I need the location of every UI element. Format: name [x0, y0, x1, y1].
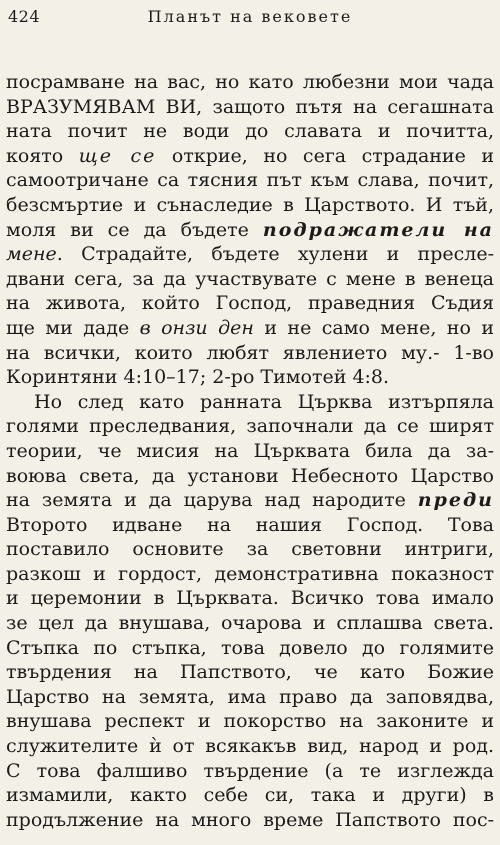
text-run: моля ви се да бъдете: [6, 218, 263, 241]
text-line: безсмъртие и сънаследие в Царството. И тъй,: [6, 193, 494, 216]
text-line: [6, 144, 494, 169]
text-line: ВРАЗУМЯВАМ ВИ, защото пътя на сегашната: [6, 95, 494, 118]
text-line: на всички, които любят явлението му.- 1-во: [6, 341, 494, 364]
text-line: Но след като ранната Църква изтърпяла: [34, 390, 494, 413]
emphasis-text: подражатели на: [262, 218, 494, 241]
text-line: двани сега, за да участвувате с мене в венеца: [6, 267, 494, 290]
text-run: ще ми даде: [6, 316, 140, 339]
text-line: воюва света, да установи Небесното Царство: [6, 464, 494, 487]
emphasis-text: ще се: [78, 144, 157, 167]
text-line: зе цел да внушава, очарова и сплашва света.: [6, 612, 494, 635]
text-line: [6, 488, 494, 513]
page-header: [8, 6, 492, 28]
text-run: и не само мене, но и: [253, 316, 494, 339]
text-line: ната почит не води до славата и почитта,: [6, 120, 494, 143]
text-line: [6, 316, 494, 341]
text-line: продължение на много време Папството пос-: [6, 808, 494, 831]
running-title: Планът на вековете: [147, 7, 353, 26]
emphasis-text: преди: [417, 489, 494, 512]
text-line: измамили, както себе си, така и други) в: [6, 784, 494, 807]
text-line: поставило основите за световни интриги,: [6, 538, 494, 561]
text-line: самоотричане са тясния път към слава, почит,: [6, 169, 494, 192]
text-line: Второто идване на нашия Господ. Това: [6, 513, 494, 536]
text-run: открие, но сега страдание и: [156, 144, 494, 167]
text-line: на живота, който Господ, праведния Съдия: [6, 292, 494, 315]
text-line: С това фалшиво твърдение (а те изглежда: [6, 759, 494, 782]
page-number: 424: [8, 7, 41, 26]
text-line: [6, 242, 494, 267]
text-line: разкош и гордост, демонстративна показност: [6, 562, 494, 585]
text-run: на земята и да царува над народите: [6, 489, 418, 512]
text-line: Коринтяни 4:10–17; 2-ро Тимотей 4:8.: [6, 366, 390, 389]
text-line: и церемонии в Църквата. Всичко това имало: [6, 587, 494, 610]
emphasis-text: мене: [6, 243, 57, 266]
text-line: Стъпка по стъпка, това довело до голямите: [6, 636, 494, 659]
paragraph-1: [6, 70, 494, 390]
text-line: [6, 218, 494, 243]
text-line: теории, че мисия на Църквата била да за-: [6, 439, 494, 462]
emphasis-text: в онзи ден: [139, 316, 254, 339]
text-line: твърдения на Папството, че като Божие: [6, 661, 494, 684]
text-line: голями преследвания, започнали да се ширят: [6, 415, 494, 438]
text-line: внушава респект и покорство на законите и: [6, 710, 494, 733]
text-line: Царство на земята, има право да заповядва,: [6, 685, 494, 708]
text-line: посрамване на вас, но като любезни мои чада: [6, 71, 494, 93]
text-line: служителите ѝ от всякакъв вид, народ и род.: [6, 735, 494, 758]
text-run: която: [6, 144, 79, 167]
page-body: [6, 70, 494, 832]
paragraph-2: [6, 390, 494, 833]
text-run: . Страдайте, бъдете хулени и пресле-: [56, 243, 494, 266]
